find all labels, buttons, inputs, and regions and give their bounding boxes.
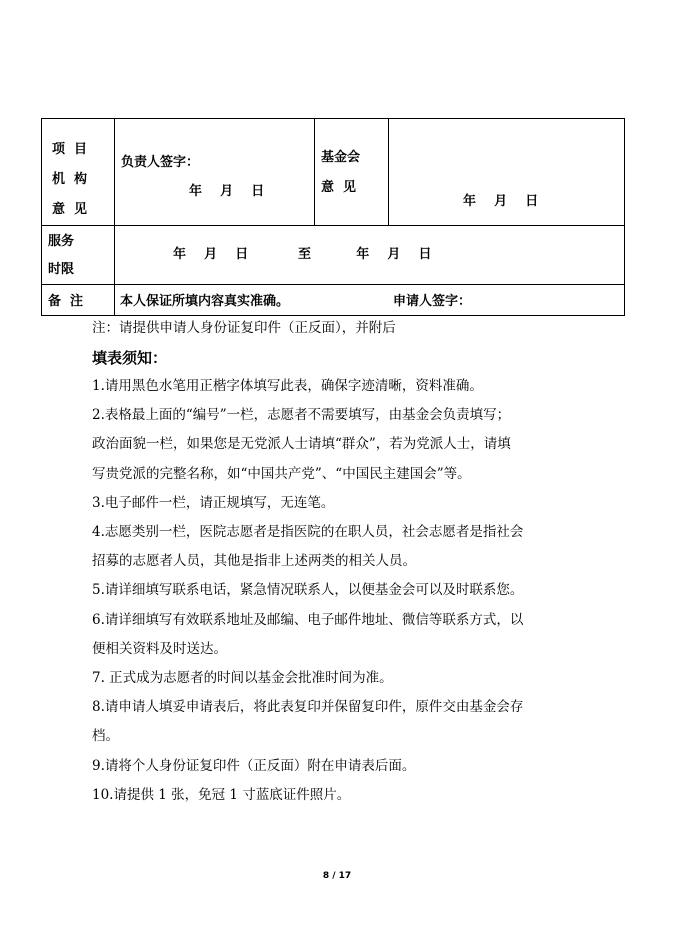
leader-date: 年 月 日 bbox=[189, 184, 265, 199]
foundation-opinion-field[interactable] bbox=[389, 119, 625, 226]
project-opinion-label-cell bbox=[42, 119, 115, 226]
instruction-line: 7. 正式成为志愿者的时间以基金会批准时间为准。 bbox=[92, 670, 393, 687]
applicant-signature-label: 申请人签字： bbox=[393, 294, 472, 309]
instructions-title: 填表须知： bbox=[92, 349, 168, 367]
foundation-opinion-label-cell bbox=[315, 119, 389, 226]
instructions-list bbox=[92, 372, 602, 810]
leader-signature-label: 负责人签字： bbox=[121, 155, 200, 170]
service-label-line-2: 时限 bbox=[48, 262, 75, 277]
instruction-line: 1.请用黑色水笔用正楷字体填写此表，确保字迹清晰，资料准确。 bbox=[92, 378, 483, 394]
instruction-line: 写贵党派的完整名称，如“中国共产党”、“中国民主建国会”等。 bbox=[92, 465, 471, 482]
service-period-field[interactable] bbox=[115, 226, 625, 285]
page-number: 8 / 17 bbox=[322, 871, 352, 881]
project-opinion-field[interactable] bbox=[115, 119, 315, 226]
instruction-line: 4.志愿类别一栏，医院志愿者是指医院的在职人员，社会志愿者是指社会 bbox=[92, 524, 524, 541]
foundation-date: 年 月 日 bbox=[463, 194, 539, 209]
instruction-line: 政治面貌一栏，如果您是无党派人士请填“群众”，若为党派人士，请填 bbox=[92, 436, 511, 453]
instruction-line: 10.请提供 1 张，免冠 1 寸蓝底证件照片。 bbox=[92, 786, 351, 803]
foundation-label-line-2: 意 见 bbox=[321, 180, 357, 195]
instruction-line: 6.请详细填写有效联系地址及邮编、电子邮件地址、微信等联系方式，以 bbox=[92, 611, 524, 628]
service-period-label-cell bbox=[42, 226, 115, 285]
service-date-range: 年 月 日 至 年 月 日 bbox=[173, 247, 432, 262]
instruction-line: 2.表格最上面的“编号”一栏，志愿者不需要填写，由基金会负责填写； bbox=[92, 407, 511, 424]
id-copy-note: 注：请提供申请人身份证复印件（正反面），并附后 bbox=[92, 320, 396, 336]
remark-text: 本人保证所填内容真实准确。 bbox=[120, 294, 290, 309]
instruction-line: 5.请详细填写联系电话，紧急情况联系人，以便基金会可以及时联系您。 bbox=[92, 582, 524, 599]
project-label-line-2: 机 构 bbox=[52, 172, 88, 187]
instruction-line: 9.请将个人身份证复印件（正反面）附在申请表后面。 bbox=[92, 757, 416, 774]
remark-label-cell bbox=[42, 285, 115, 316]
remark-label: 备 注 bbox=[48, 294, 84, 309]
instruction-line: 3.电子邮件一栏，请正规填写，无连笔。 bbox=[92, 494, 335, 511]
service-label-line-1: 服务 bbox=[48, 234, 75, 249]
project-label-line-1: 项 目 bbox=[52, 142, 88, 157]
instruction-line: 8.请申请人填妥申请表后，将此表复印并保留复印件，原件交由基金会存 bbox=[92, 699, 524, 716]
instruction-line: 便相关资料及时送达。 bbox=[92, 640, 227, 657]
remark-field[interactable] bbox=[115, 285, 625, 316]
instruction-line: 档。 bbox=[92, 728, 119, 745]
instruction-line: 招募的志愿者人员，其他是指非上述两类的相关人员。 bbox=[92, 553, 416, 570]
approval-table bbox=[41, 118, 625, 316]
foundation-label-line-1: 基金会 bbox=[321, 150, 361, 165]
project-label-line-3: 意 见 bbox=[52, 202, 88, 217]
